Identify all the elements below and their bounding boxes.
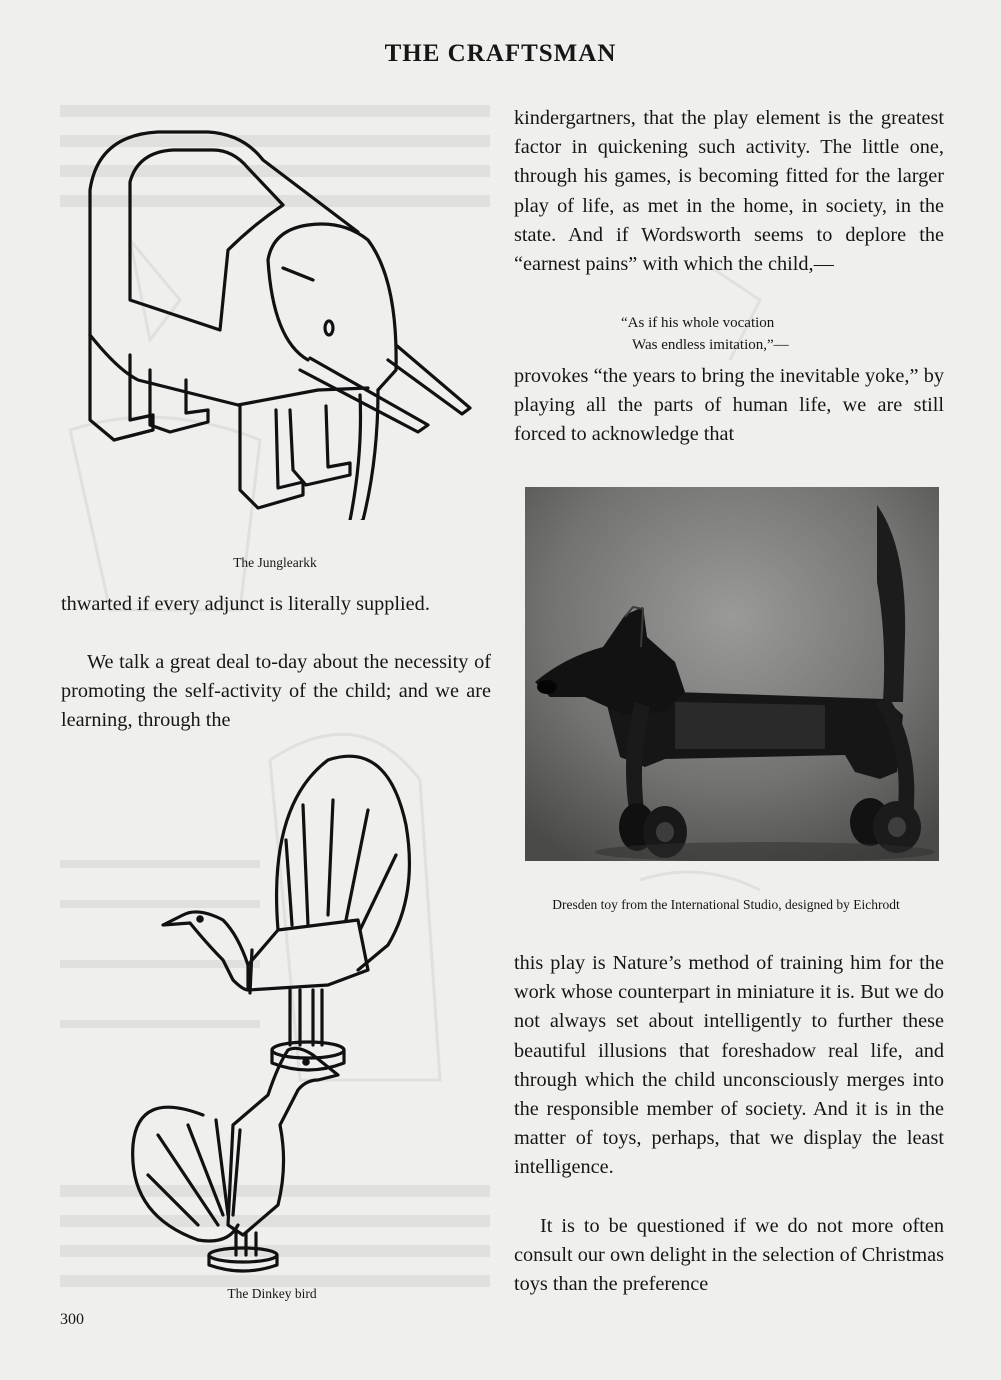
quote-line-1: “As if his whole vocation [621,315,775,331]
page-number: 300 [60,1311,84,1328]
dresden-toy-photo [525,487,939,861]
dinkey-bird-caption: The Dinkey bird [227,1286,317,1301]
right-paragraph-1: kindergartners, that the play element is the greatest factor in quickening such activity. The little one, through his games, is becoming fitted for the larger play of life, as met in the home, in society, in the state. And if Wordsworth seems to deplore the “earnest pains” with which the child,— [514,107,944,276]
running-header: THE CRAFTSMAN [384,40,617,67]
right-paragraph-3: this play is Nature’s method of training him for the work whose counterpart in miniature it is. But we do not always set about intelligently to further these beautiful illusions that foreshadow real life, and through which the child unconsciously merges into the responsible member of society. And it is in the matter of toys, perhaps, that we display the least intelligence. [514,952,944,1179]
left-paragraph-2: We talk a great deal to-day about the necessity of promoting the self-activity of the child; and we are learning, through the [61,651,491,732]
junglearkk-elephant-illustration [78,120,478,520]
dresden-toy-caption: Dresden toy from the International Studio, designed by Eichrodt [552,897,900,912]
right-paragraph-4: It is to be questioned if we do not more often consult our own delight in the selection of Christmas toys than the preference [514,1215,944,1296]
quote-line-2: Was endless imitation,”— [632,337,789,353]
junglearkk-caption: The Junglearkk [233,555,317,570]
left-paragraph-1: thwarted if every adjunct is literally supplied. [61,593,430,615]
right-paragraph-2: provokes “the years to bring the inevitable yoke,” by playing all the parts of human life, we are still forced to acknowledge that [514,365,944,446]
dresden-dog-toy-image [525,487,939,861]
dinkey-bird-illustration [128,745,418,1275]
